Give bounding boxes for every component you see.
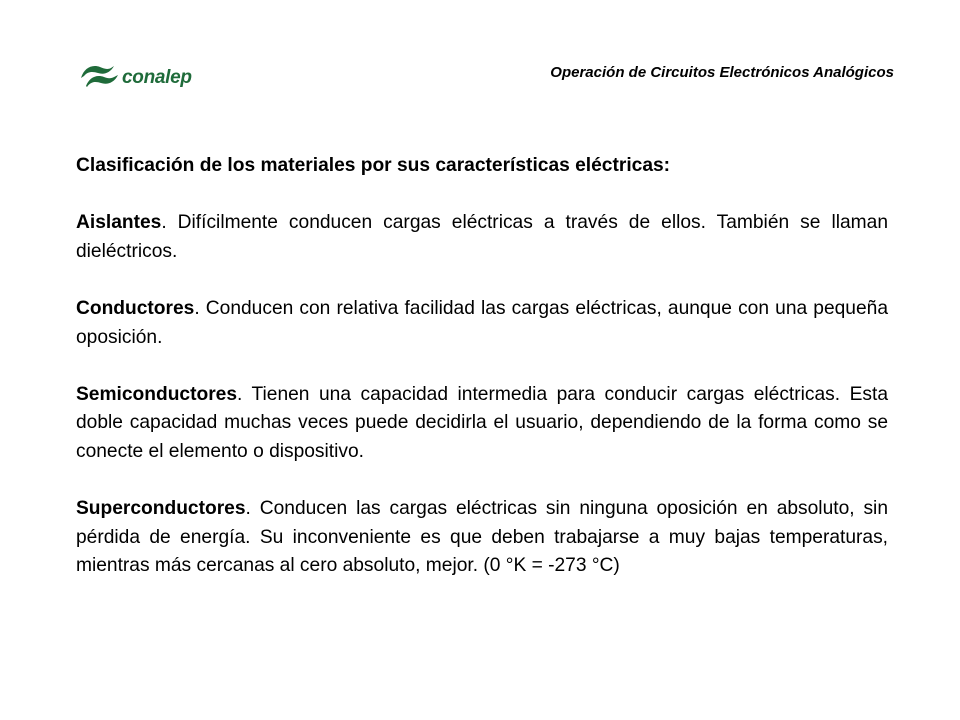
description-aislantes: . Difícilmente conducen cargas eléctricas a través de ellos. También se llaman dieléctricos.	[76, 212, 888, 262]
term-aislantes: Aislantes	[76, 212, 162, 234]
course-title: Operación de Circuitos Electrónicos Analógicos	[550, 64, 894, 81]
paragraph-superconductores	[76, 495, 888, 581]
description-superconductores: . Conducen las cargas eléctricas sin ninguna oposición en absoluto, sin pérdida de energía. Su inconveniente es que deben trabajarse a muy bajas temperaturas, mientras más cercanas al cero absoluto, mejor. (0 °K = -273 °C)	[76, 498, 888, 577]
paragraph-semiconductores	[76, 381, 888, 467]
paragraph-conductores	[76, 295, 888, 352]
paragraph-aislantes	[76, 209, 888, 266]
term-superconductores: Superconductores	[76, 498, 246, 520]
term-conductores: Conductores	[76, 297, 195, 319]
slide-content	[76, 152, 888, 581]
description-conductores: . Conducen con relativa facilidad las cargas eléctricas, aunque con una pequeña oposición.	[76, 297, 888, 348]
logo-text: conalep	[122, 67, 192, 88]
conalep-logo	[78, 56, 218, 94]
conalep-emblem-icon	[78, 58, 120, 92]
slide-heading: Clasificación de los materiales por sus características eléctricas:	[76, 155, 671, 176]
description-semiconductores: . Tienen una capacidad intermedia para conducir cargas eléctricas. Esta doble capacidad muchas veces puede decidirla el usuario, dependiendo de la forma como se conecte el elemento o dispositivo.	[76, 383, 888, 462]
term-semiconductores: Semiconductores	[76, 383, 238, 405]
